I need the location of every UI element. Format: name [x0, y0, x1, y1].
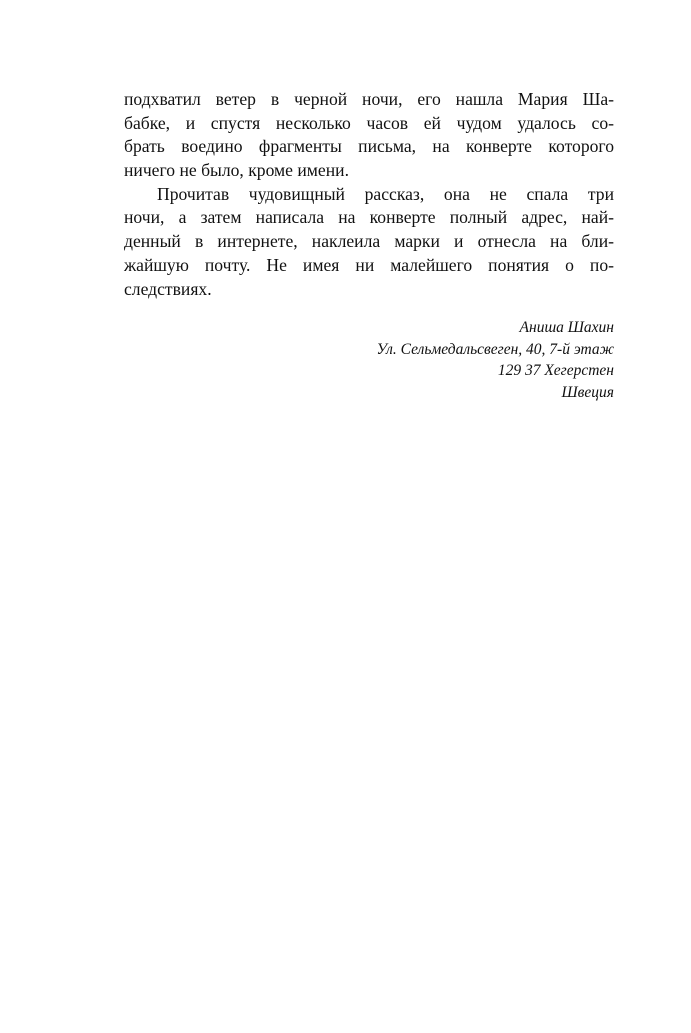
- text-line: жайшую почту. Не имея ни малейшего понятия о по-: [124, 254, 614, 275]
- signature-block: [214, 317, 614, 403]
- text-line: Прочитав чудовищный рассказ, она не спала три: [157, 183, 614, 204]
- paragraph-1: [124, 88, 614, 183]
- text-line: ночи, а затем написала на конверте полный адрес, най-: [124, 207, 614, 228]
- signature-name: Аниша Шахин: [519, 319, 614, 336]
- text-line: брать воедино фрагменты письма, на конверте которого: [124, 136, 614, 157]
- text-line: бабке, и спустя несколько часов ей чудом удалось со-: [124, 112, 614, 133]
- text-line: следствиях.: [124, 278, 212, 299]
- signature-country: Швеция: [561, 383, 614, 401]
- paragraph-2: [124, 183, 614, 301]
- text-line: подхватил ветер в черной ночи, его нашла Мария Ша-: [124, 89, 614, 109]
- page-body: [124, 88, 614, 301]
- signature-city: 129 37 Хегерстен: [497, 362, 614, 379]
- text-line: денный в интернете, наклеила марки и отнесла на бли-: [124, 231, 614, 252]
- signature-street: Ул. Сельмедальсвеген, 40, 7-й этаж: [376, 340, 614, 358]
- text-line: ничего не было, кроме имени.: [124, 160, 349, 181]
